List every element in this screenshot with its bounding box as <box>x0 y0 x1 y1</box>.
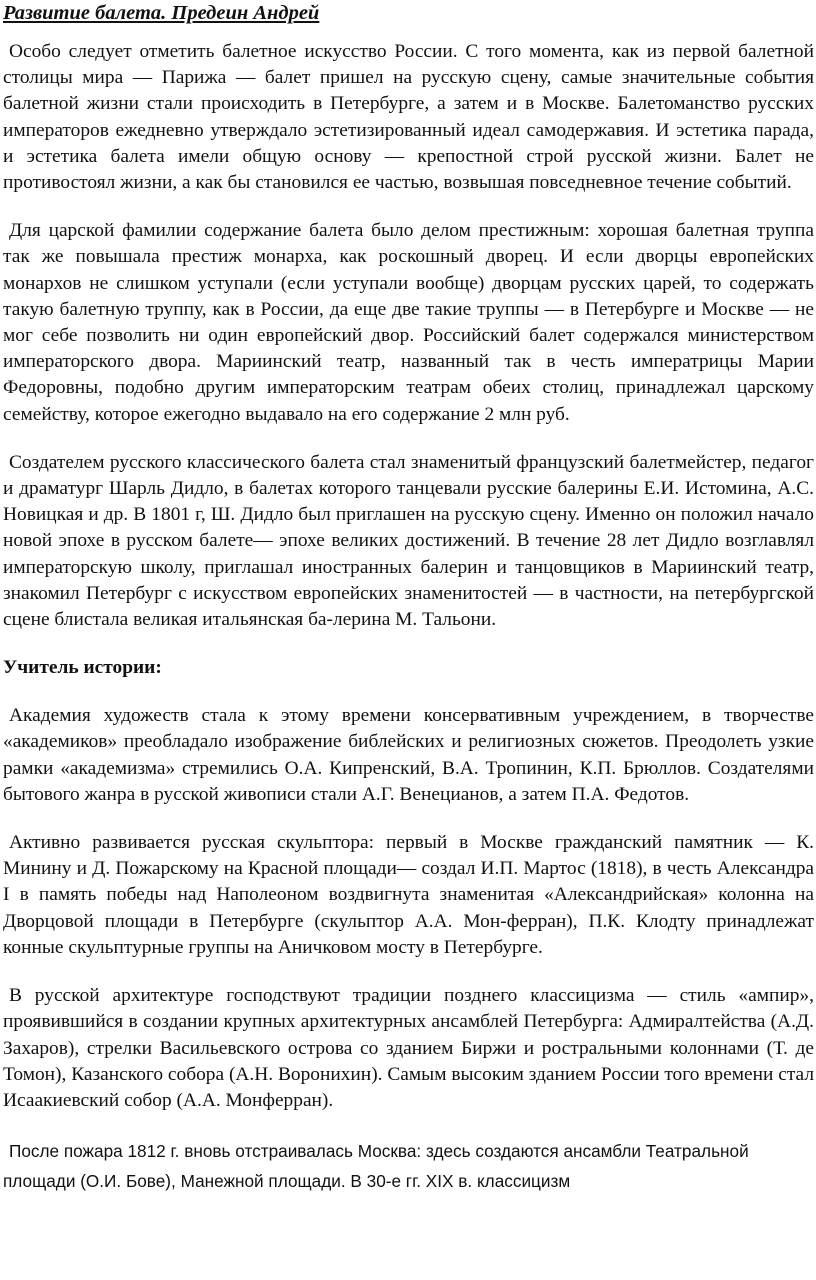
paragraph-didlo: Создателем русского классического балета стал знаменитый французский балетмейстер, педагог и драматург Шарль Дидло, в балетах которого танцевали русские балерины Е.И. Истомина, А.С. Новицкая и др. В 1801 г, Ш. Дидло был приглашен на русскую сцену. Именно он положил начало новой эпохе в русском балете— эпохе великих достижений. В течение 28 лет Дидло возглавлял императорскую школу, приглашал иностранных балерин и танцовщиков в Мариинский театр, знакомил Петербург с искусством европейских знаменитостей — в частности, на петербургской сцене блистала великая итальянская ба-лерина М. Тальони. <box>3 451 814 631</box>
paragraph-architecture: В русской архитектуре господствуют традиции позднего классицизма — стиль «ампир», проявившийся в создании крупных архитектурных ансамблей Петербурга: Адмиралтейства (А.Д. Захаров), стрелки Васильевского острова со зданием Биржи и ростральными колоннами (Т. де Томон), Казанского собора (А.Н. Воронихин). Самым высоким зданием России того времени стал Исаакиевский собор (А.А. Монферран). <box>3 985 814 1111</box>
paragraph-sculpture: Активно развивается русская скульптора: первый в Москве гражданский памятник — К. Минину и Д. Пожарскому на Красной площади— создал И.П. Мартос (1818), в честь Александра I в память победы над Наполеоном воздвигнута знаменитая «Александрийская» колонна на Дворцовой площади в Петербурге (скульптор А.А. Мон-ферран), П.К. Клодту принадлежат конные скульптурные группы на Аничковом мосту в Петербурге. <box>3 832 814 958</box>
document-title: Развитие балета. Предеин Андрей <box>3 2 320 24</box>
teacher-heading: Учитель истории: <box>3 657 162 679</box>
paragraph-ballet-russia: Особо следует отметить балетное искусство России. С того момента, как из первой балетной столицы мира — Парижа — балет пришел на русскую сцену, самые значительные события балетной жизни стали происходить в Петербурге, а затем и в Москве. Балетоманство русских императоров ежедневно утверждало эстетизированный идеал самодержавия. И эстетика парада, и эстетика балета имели общую основу — крепостной строй русской жизни. Балет не противостоял жизни, а как бы становился ее частью, возвышая повседневное течение событий. <box>3 41 814 194</box>
paragraph-academy: Академия художеств стала к этому времени консервативным учреждением, в творчестве «академиков» преобладало изображение библейских и религиозных сюжетов. Преодолеть узкие рамки «академизма» стремились О.А. Кипренский, В.А. Тропинин, К.П. Брюллов. Создателями бытового жанра в русской живописи стали А.Г. Венецианов, а затем П.А. Федотов. <box>3 705 814 805</box>
paragraph-tsar-family: Для царской фамилии содержание балета было делом престижным: хорошая балетная труппа так же повышала престиж монарха, как роскошный дворец. И если дворцы европейских монархов не слишком уступали (если уступали вообще) дворцам русских царей, то содержать такую балетную труппу, как в России, да еще две такие труппы — в Петербурге и Москве — не мог себе позволить ни один европейский двор. Российский балет содержался министерством императорского двора. Мариинский театр, названный так в честь императрицы Марии Федоровны, подобно другим императорским театрам обеих столиц, принадлежал царскому семейству, которое ежегодно выдавало на его содержание 2 млн руб. <box>3 220 814 425</box>
paragraph-moscow-rebuild: После пожара 1812 г. вновь отстраивалась Москва: здесь создаются ансамбли Театральной площади (О.И. Бове), Манежной площади. В 30-е гг. XIX в. классицизм <box>3 1141 749 1192</box>
